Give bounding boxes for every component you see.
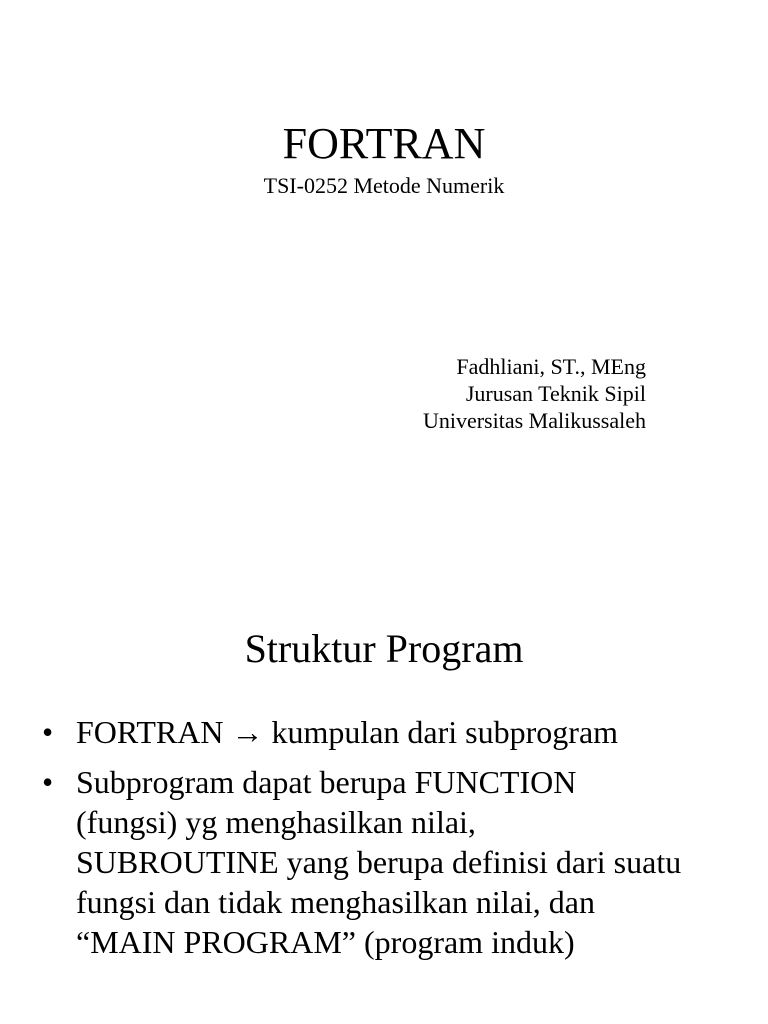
content-slide	[0, 512, 768, 1024]
author-info	[423, 353, 646, 434]
bullet-text: Subprogram dapat berupa FUNCTION (fungsi) yg menghasilkan nilai, SUBROUTINE yang berupa definisi dari suatu fungsi dan tidak menghasilkan nilai, dan “MAIN PROGRAM” (program induk)	[76, 764, 682, 960]
bullet-text: FORTRAN → kumpulan dari subprogram	[76, 714, 619, 750]
bullet-item	[42, 762, 682, 962]
bullet-icon: •	[42, 714, 54, 750]
author-name: Fadhliani, ST., MEng	[456, 354, 646, 379]
slide-title: FORTRAN	[282, 119, 486, 168]
slide-heading: Struktur Program	[244, 626, 524, 671]
bullet-item	[42, 712, 682, 752]
bullet-list	[42, 712, 682, 972]
slide-subtitle: TSI-0252 Metode Numerik	[263, 173, 505, 198]
author-university: Universitas Malikussaleh	[422, 408, 646, 433]
bullet-icon: •	[42, 764, 54, 800]
author-department: Jurusan Teknik Sipil	[465, 381, 646, 406]
